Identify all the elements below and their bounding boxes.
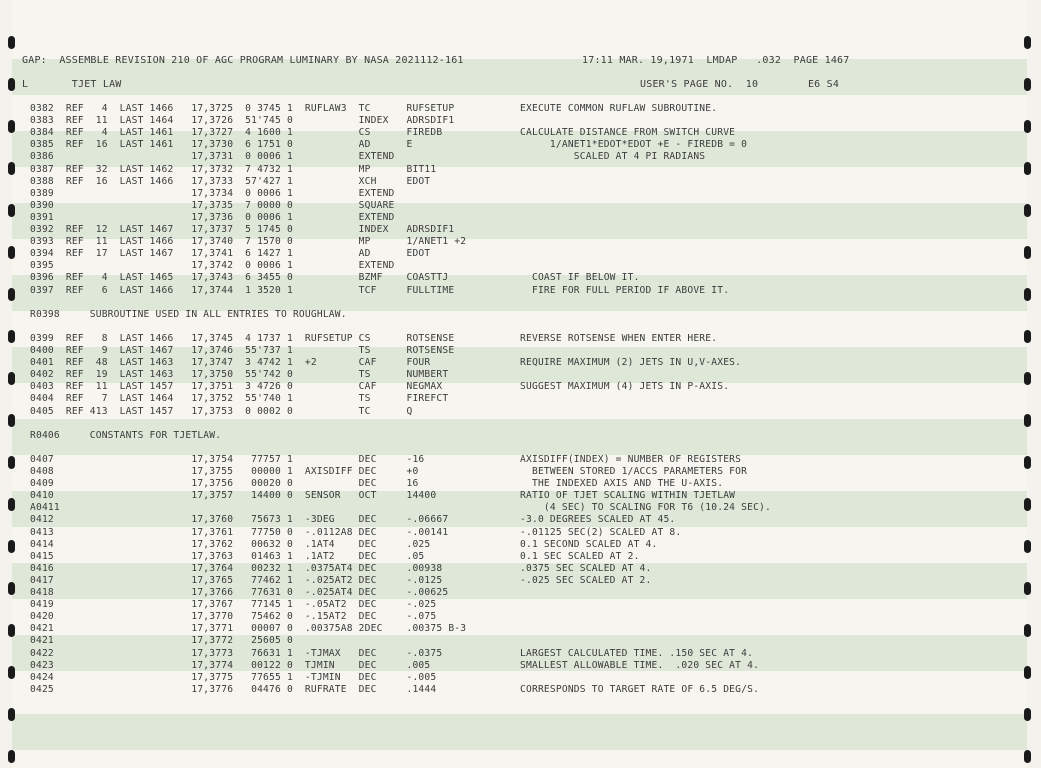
listing-line: 0421 17,3771 00007 0 .00375A8 2DEC .00375 B-3 xyxy=(30,623,467,635)
listing-line: 0388 REF 16 LAST 1466 17,3733 57'427 1 XCH EDOT xyxy=(30,175,431,187)
listing-line: 0396 REF 4 LAST 1465 17,3743 6 3455 0 BZMF COASTTJ COAST IF BELOW IT. xyxy=(30,272,640,284)
listing-line: R0398 SUBROUTINE USED IN ALL ENTRIES TO ROUGHLAW. xyxy=(30,308,347,320)
tractor-hole xyxy=(8,204,15,217)
tractor-hole xyxy=(1024,78,1031,91)
greenbar xyxy=(12,714,1027,750)
listing-line: 0382 REF 4 LAST 1466 17,3725 0 3745 1 RUFLAW3 TC RUFSETUP EXECUTE COMMON RUFLAW SUBROUTINE. xyxy=(30,103,718,114)
tractor-hole xyxy=(8,372,15,385)
tractor-hole xyxy=(1024,582,1031,595)
listing-line: 0394 REF 17 LAST 1467 17,3741 6 1427 1 AD EDOT xyxy=(30,248,431,260)
tractor-hole xyxy=(8,246,15,259)
listing-line: 0395 17,3742 0 0006 1 EXTEND xyxy=(30,260,395,272)
tractor-hole xyxy=(8,162,15,175)
header-date-page: 17:11 MAR. 19,1971 LMDAP .032 PAGE 1467 xyxy=(582,55,850,66)
printout-sheet xyxy=(12,0,1027,768)
listing-line: 0423 17,3774 00122 0 TJMIN DEC .005 SMALLEST ALLOWABLE TIME. .020 SEC AT 4. xyxy=(30,659,760,671)
listing-line: 0414 17,3762 00632 0 .1AT4 DEC .025 0.1 SECOND SCALED AT 4. xyxy=(30,538,658,550)
tractor-hole xyxy=(8,708,15,721)
listing-line: 0393 REF 11 LAST 1466 17,3740 7 1570 0 MP 1/ANET1 +2 xyxy=(30,236,467,248)
listing-line: R0406 CONSTANTS FOR TJETLAW. xyxy=(30,429,222,441)
tractor-hole xyxy=(1024,36,1031,49)
listing-line: 0390 17,3735 7 0000 0 SQUARE xyxy=(30,199,395,211)
listing-line: 0417 17,3765 77462 1 -.025AT2 DEC -.0125 -.025 SEC SCALED AT 2. xyxy=(30,574,652,586)
listing-line: 0422 17,3773 76631 1 -TJMAX DEC -.0375 LARGEST CALCULATED TIME. .150 SEC AT 4. xyxy=(30,647,754,659)
listing-line: 0404 REF 7 LAST 1464 17,3752 55'740 1 TS FIREFCT xyxy=(30,393,449,405)
tractor-hole xyxy=(1024,372,1031,385)
listing-line: 0409 17,3756 00020 0 DEC 16 THE INDEXED AXIS AND THE U-AXIS. xyxy=(30,478,724,490)
listing-line: 0424 17,3775 77655 1 -TJMIN DEC -.005 xyxy=(30,671,437,683)
listing-line: 0410 17,3757 14400 0 SENSOR OCT 14400 RATIO OF TJET SCALING WITHIN TJETLAW xyxy=(30,490,736,502)
tractor-hole xyxy=(1024,498,1031,511)
tractor-hole xyxy=(8,456,15,469)
tractor-hole xyxy=(1024,288,1031,301)
listing-line: 0387 REF 32 LAST 1462 17,3732 7 4732 1 MP BIT11 xyxy=(30,163,437,175)
tractor-hole xyxy=(8,666,15,679)
listing-line: 0386 17,3731 0 0006 1 EXTEND SCALED AT 4 PI RADIANS xyxy=(30,151,706,163)
tractor-hole xyxy=(8,288,15,301)
listing-line: 0425 17,3776 04476 0 RUFRATE DEC .1444 CORRESPONDS TO TARGET RATE OF 6.5 DEG/S. xyxy=(30,683,760,695)
tractor-hole xyxy=(8,330,15,343)
listing-line: 0408 17,3755 00000 1 AXISDIFF DEC +0 BETWEEN STORED 1/ACCS PARAMETERS FOR xyxy=(30,466,748,477)
tractor-hole xyxy=(8,624,15,637)
tractor-hole xyxy=(1024,540,1031,553)
listing-line: 0397 REF 6 LAST 1466 17,3744 1 3520 1 TCF FULLTIME FIRE FOR FULL PERIOD IF ABOVE IT. xyxy=(30,284,730,296)
listing-line: 0400 REF 9 LAST 1467 17,3746 55'737 1 TS ROTSENSE xyxy=(30,345,455,356)
listing-line: 0391 17,3736 0 0006 1 EXTEND xyxy=(30,211,395,223)
tractor-hole xyxy=(8,120,15,133)
tractor-hole xyxy=(1024,666,1031,679)
tractor-hole xyxy=(8,582,15,595)
tractor-hole xyxy=(8,414,15,427)
listing-line: 0418 17,3766 77631 0 -.025AT4 DEC -.00625 xyxy=(30,587,449,598)
header-assembly-info: GAP: ASSEMBLE REVISION 210 OF AGC PROGRAM LUMINARY BY NASA 2021112-161 xyxy=(22,55,464,66)
listing-line: 0385 REF 16 LAST 1461 17,3730 6 1751 0 AD E 1/ANET1*EDOT*EDOT +E - FIREDB = 0 xyxy=(30,139,748,151)
tractor-hole xyxy=(8,750,15,763)
tractor-hole xyxy=(8,36,15,49)
header-user-page: USER'S PAGE NO. 10 E6 S4 xyxy=(640,79,840,90)
listing-line: 0384 REF 4 LAST 1461 17,3727 4 1600 1 CS FIREDB CALCULATE DISTANCE FROM SWITCH CURVE xyxy=(30,127,736,139)
listing-line: 0389 17,3734 0 0006 1 EXTEND xyxy=(30,187,395,199)
tractor-hole xyxy=(8,498,15,511)
listing-line: 0383 REF 11 LAST 1464 17,3726 51'745 0 INDEX ADRSDIF1 xyxy=(30,115,455,127)
tractor-hole xyxy=(8,540,15,553)
tractor-hole xyxy=(1024,330,1031,343)
listing-line: 0421 17,3772 25605 0 xyxy=(30,635,293,647)
listing-line: 0402 REF 19 LAST 1463 17,3750 55'742 0 TS NUMBERT xyxy=(30,369,449,381)
listing-line: 0415 17,3763 01463 1 .1AT2 DEC .05 0.1 SEC SCALED AT 2. xyxy=(30,550,640,562)
listing-line: 0405 REF 413 LAST 1457 17,3753 0 0002 0 TC Q xyxy=(30,405,413,417)
listing-line: 0413 17,3761 77750 0 -.0112A8 DEC -.00141 -.01125 SEC(2) SCALED AT 8. xyxy=(30,526,682,538)
listing-line: 0416 17,3764 00232 1 .0375AT4 DEC .00938 .0375 SEC SCALED AT 4. xyxy=(30,562,652,574)
tractor-hole xyxy=(1024,204,1031,217)
listing-line: 0392 REF 12 LAST 1467 17,3737 5 1745 0 INDEX ADRSDIF1 xyxy=(30,224,455,235)
tractor-hole xyxy=(8,78,15,91)
tractor-hole xyxy=(1024,708,1031,721)
listing-line: 0407 17,3754 77757 1 DEC -16 AXISDIFF(INDEX) = NUMBER OF REGISTERS xyxy=(30,453,742,465)
tractor-hole xyxy=(1024,120,1031,133)
header-section-title: L TJET LAW xyxy=(22,79,122,90)
tractor-hole xyxy=(1024,414,1031,427)
tractor-hole xyxy=(1024,162,1031,175)
tractor-hole xyxy=(1024,456,1031,469)
tractor-hole xyxy=(1024,624,1031,637)
listing-line: 0399 REF 8 LAST 1466 17,3745 4 1737 1 RUFSETUP CS ROTSENSE REVERSE ROTSENSE WHEN ENTER HERE. xyxy=(30,332,718,344)
listing-line: 0419 17,3767 77145 1 -.05AT2 DEC -.025 xyxy=(30,599,437,611)
listing-line: A0411 (4 SEC) TO SCALING FOR T6 (10.24 SEC). xyxy=(30,502,772,514)
listing-line: 0412 17,3760 75673 1 -3DEG DEC -.06667 -3.0 DEGREES SCALED AT 45. xyxy=(30,514,676,526)
tractor-hole xyxy=(1024,750,1031,763)
listing-line: 0420 17,3770 75462 0 -.15AT2 DEC -.075 xyxy=(30,611,437,623)
listing-line: 0403 REF 11 LAST 1457 17,3751 3 4726 0 CAF NEGMAX SUGGEST MAXIMUM (4) JETS IN P-AXIS. xyxy=(30,381,730,393)
listing-line: 0401 REF 48 LAST 1463 17,3747 3 4742 1 +2 CAF FOUR REQUIRE MAXIMUM (2) JETS IN U,V-AXES. xyxy=(30,357,742,369)
tractor-hole xyxy=(1024,246,1031,259)
